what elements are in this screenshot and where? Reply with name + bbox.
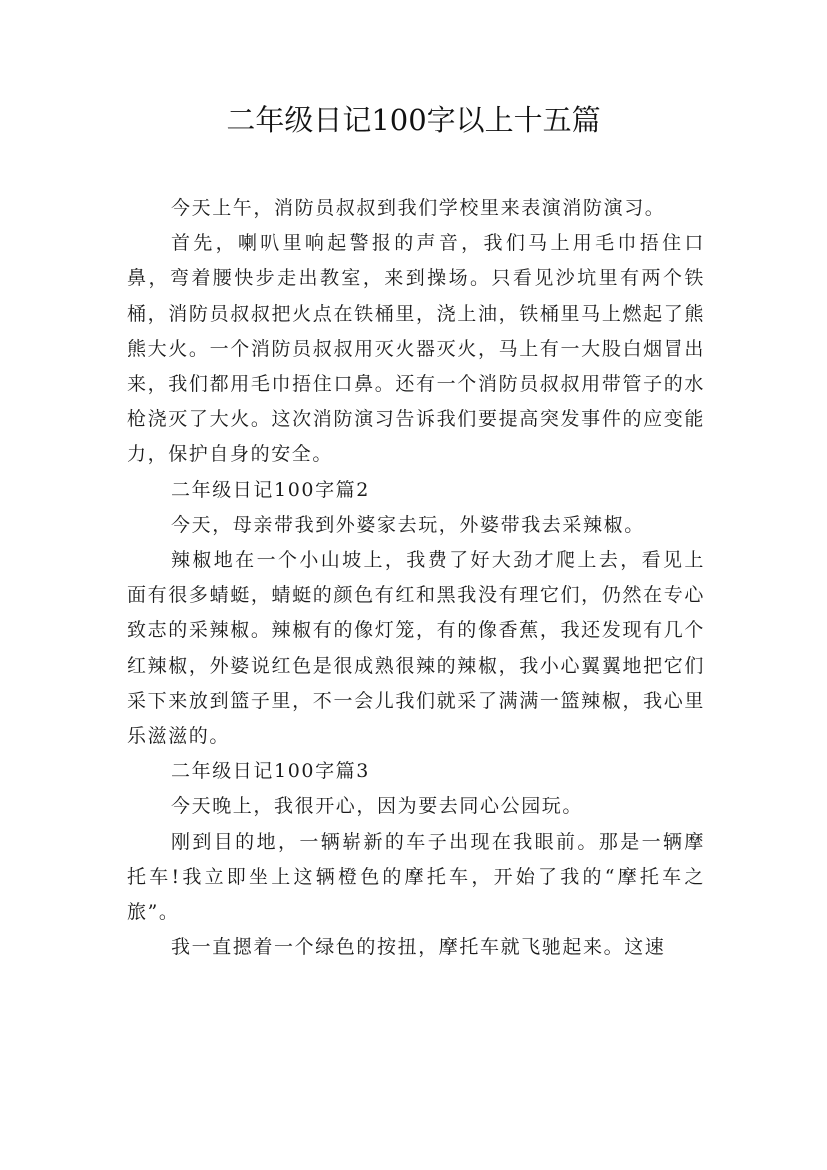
paragraph: 今天，母亲带我到外婆家去玩，外婆带我去采辣椒。 <box>171 513 645 536</box>
paragraph: 辣椒地在一个小山坡上，我费了好大劲才爬上去，看见上面有很多蜻蜓，蜻蜓的颜色有红和黑我没有理它们，仍然在专心致志的采辣椒。辣椒有的像灯笼，有的像香蕉，我还发现有几个红辣椒，外婆说红色是很成熟很辣的辣椒，我小心翼翼地把它们采下来放到篮子里，不一会儿我们就采了满满一篮辣椒，我心里乐滋滋的。 <box>127 549 705 748</box>
document-title: 二年级日记100字以上十五篇 <box>226 103 601 137</box>
document-body <box>127 191 705 965</box>
section-heading: 二年级日记100字篇3 <box>171 760 370 783</box>
paragraph: 我一直摁着一个绿色的按扭，摩托车就飞驰起来。这速 <box>171 936 666 959</box>
paragraph: 刚到目的地，一辆崭新的车子出现在我眼前。那是一辆摩托车!我立即坐上这辆橙色的摩托车，开始了我的“摩托车之旅”。 <box>127 830 705 924</box>
paragraph: 首先，喇叭里响起警报的声音，我们马上用毛巾捂住口鼻，弯着腰快步走出教室，来到操场。只看见沙坑里有两个铁桶，消防员叔叔把火点在铁桶里，浇上油，铁桶里马上燃起了熊熊大火。一个消防员叔叔用灭火器灭火，马上有一大股白烟冒出来，我们都用毛巾捂住口鼻。还有一个消防员叔叔用带管子的水枪浇灭了大火。这次消防演习告诉我们要提高突发事件的应变能力，保护自身的安全。 <box>127 232 705 466</box>
paragraph: 今天晚上，我很开心，因为要去同心公园玩。 <box>171 795 584 818</box>
section-heading: 二年级日记100字篇2 <box>171 478 370 501</box>
paragraph: 今天上午，消防员叔叔到我们学校里来表演消防演习。 <box>171 197 666 219</box>
